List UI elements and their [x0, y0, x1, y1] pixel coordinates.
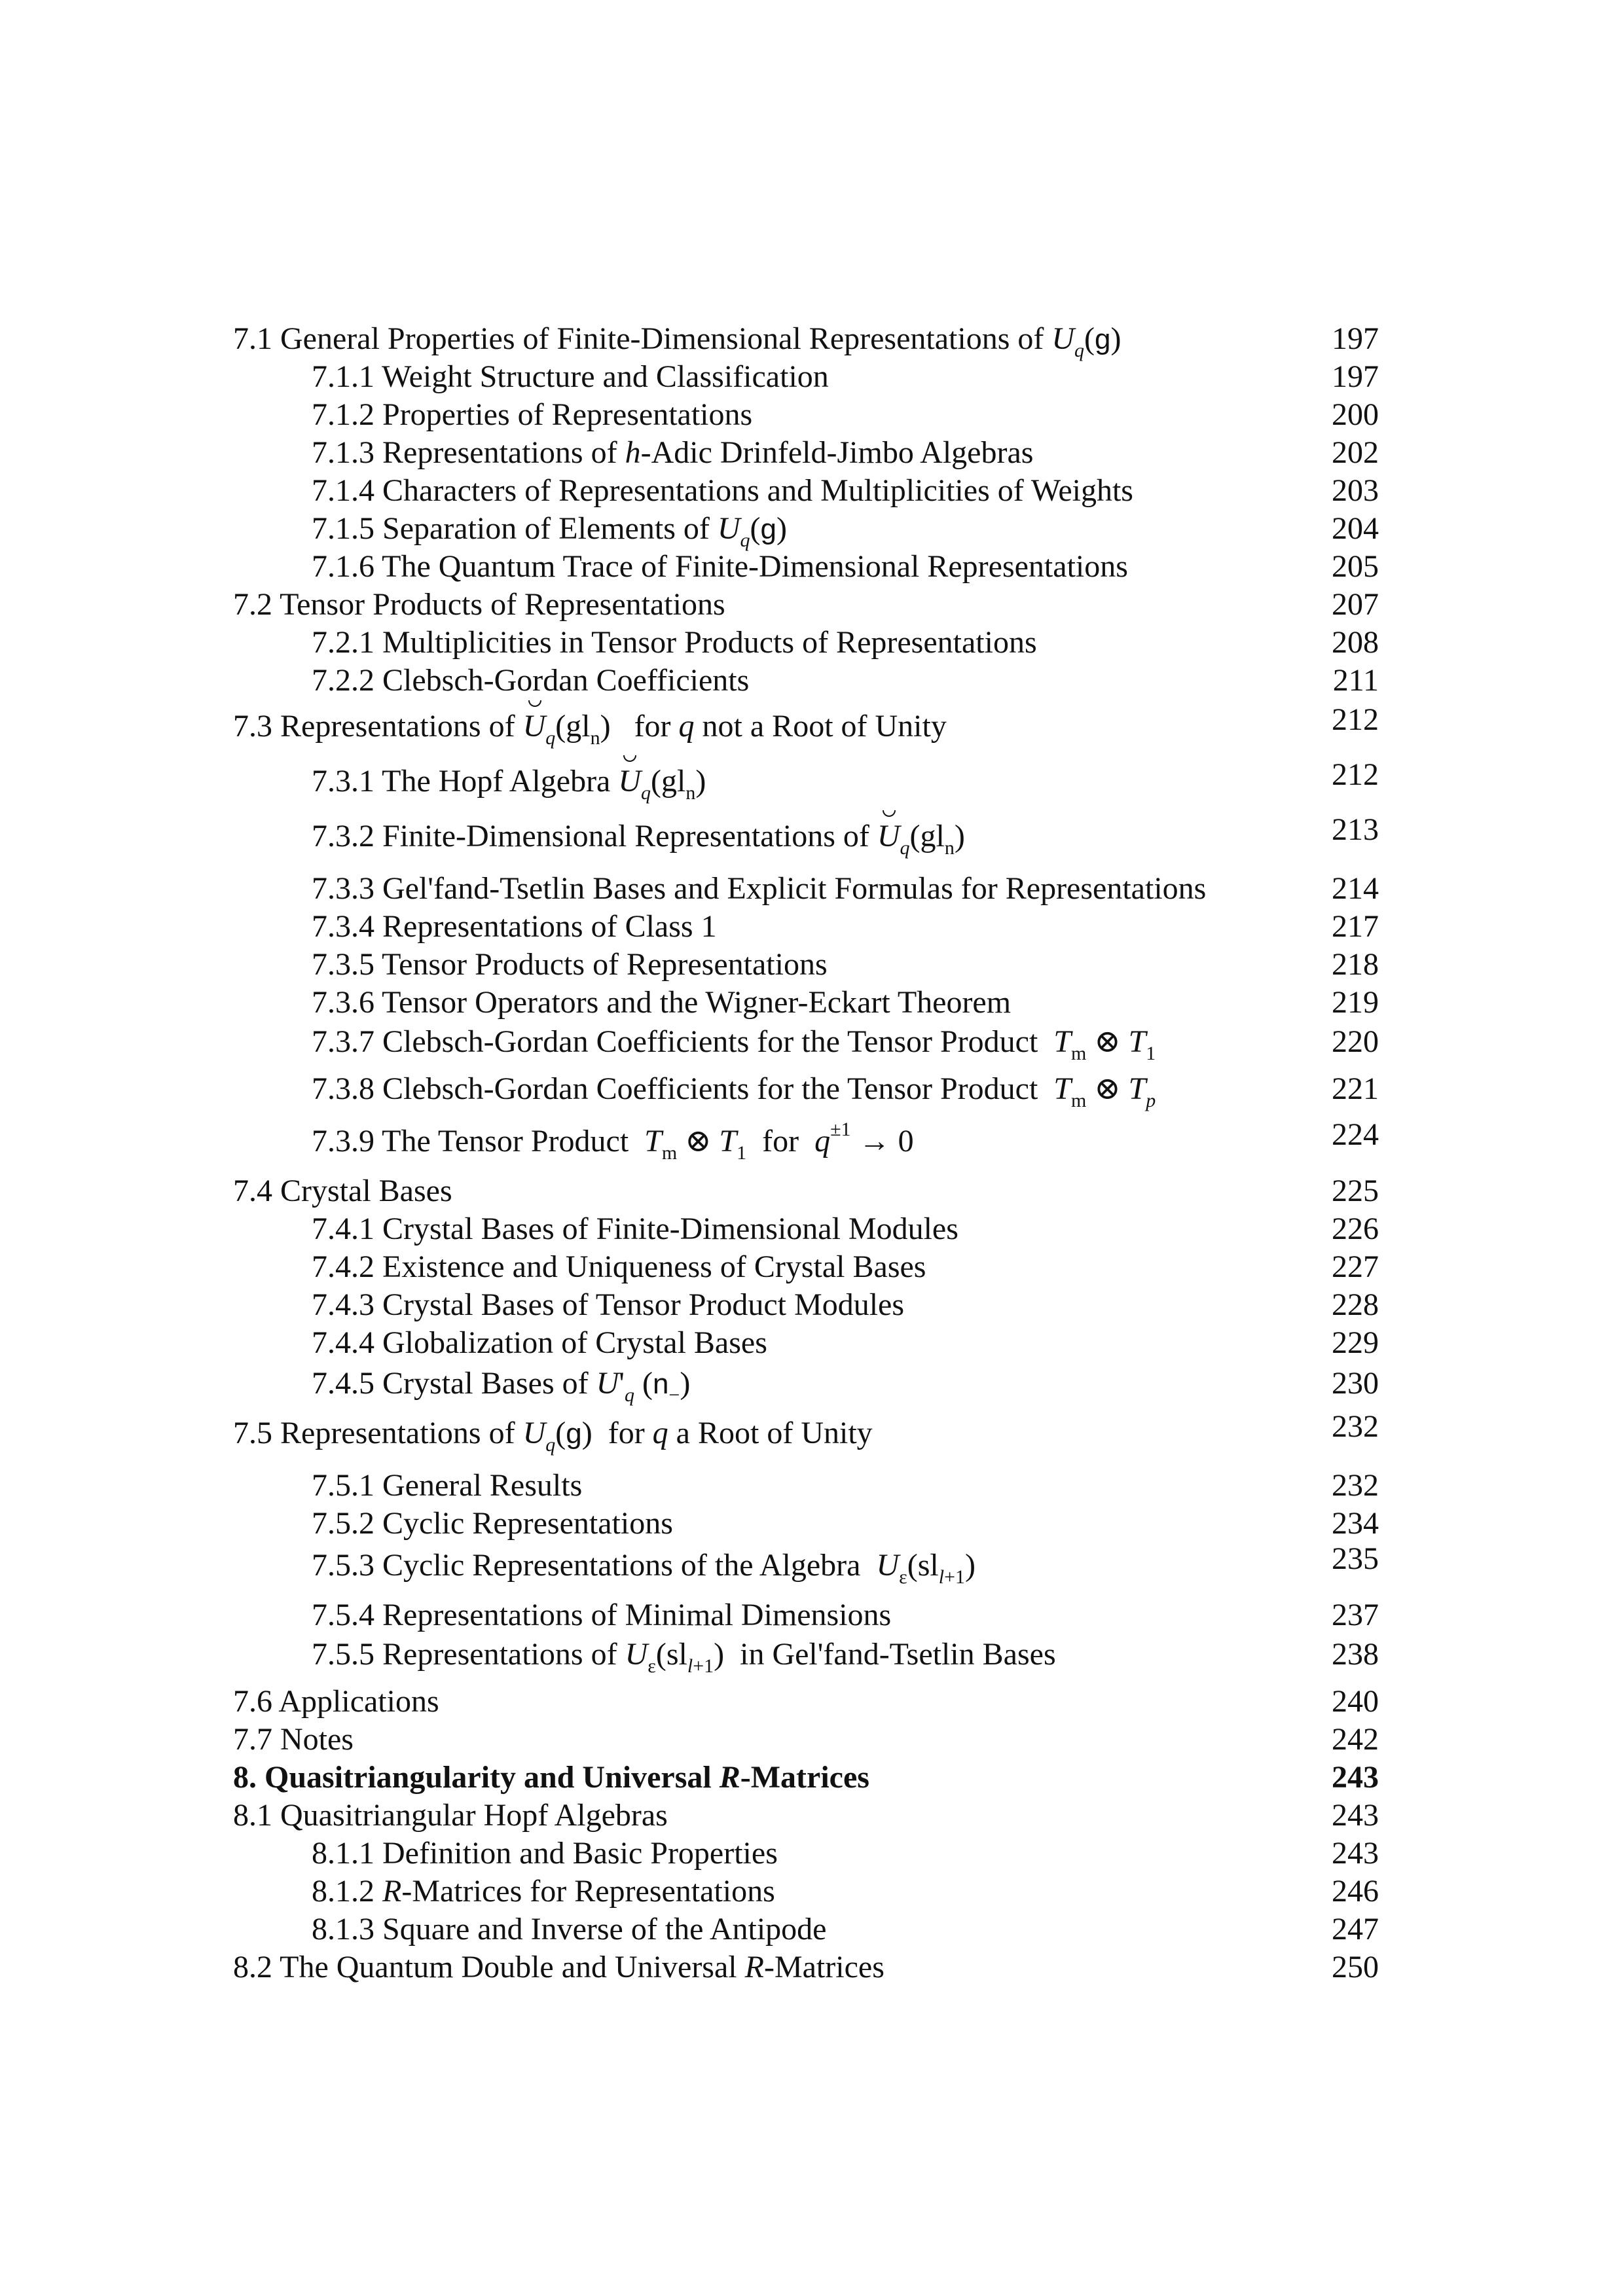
toc-entry-page: 218	[1332, 947, 1379, 982]
toc-entry-page: 212	[1332, 702, 1379, 737]
toc-entry-page: 197	[1332, 321, 1379, 356]
toc-entry-title: 8. Quasitriangularity and Universal R-Matrices	[233, 1760, 869, 1795]
toc-entry-page: 217	[1332, 909, 1379, 944]
toc-entry-page: 226	[1332, 1211, 1379, 1246]
toc-entry-page: 227	[1332, 1249, 1379, 1284]
toc-entry-title: 7.4.2 Existence and Uniqueness of Crystal Bases	[312, 1249, 926, 1284]
toc-entry-page: 197	[1332, 359, 1379, 394]
toc-entry-page: 243	[1332, 1798, 1379, 1833]
toc-entry-title: 7.2.2 Clebsch-Gordan Coefficients	[312, 663, 750, 698]
toc-entry-title: 7.5.3 Cyclic Representations of the Algebra $U_\varepsilon(sl_{l+1})$	[312, 1548, 976, 1588]
toc-entry-page: 225	[1332, 1174, 1379, 1208]
toc-entry-page: 214	[1332, 871, 1379, 906]
toc-entry-title: 7.3.3 Gel'fand-Tsetlin Bases and Explicit Formulas for Representations	[312, 871, 1207, 906]
toc-entry-title: 7.3 Representations of $U_q(gl_n)$ for q not a Root of Unity	[233, 709, 947, 749]
toc-entry-title: 8.1.1 Definition and Basic Properties	[312, 1836, 778, 1871]
toc-entry-title: 8.2 The Quantum Double and Universal R-Matrices	[233, 1950, 884, 1984]
toc-entry-title: 7.4 Crystal Bases	[233, 1174, 452, 1208]
toc-entry-title: 8.1.2 R-Matrices for Representations	[312, 1874, 775, 1909]
toc-entry-page: 221	[1332, 1071, 1379, 1106]
toc-entry-title: 7.5.2 Cyclic Representations	[312, 1506, 673, 1541]
toc-entry-page: 229	[1332, 1325, 1379, 1360]
toc-entry-page: 247	[1332, 1912, 1379, 1946]
toc-entry-title: 7.3.4 Representations of Class 1	[312, 909, 717, 944]
toc-entry-title: 8.1 Quasitriangular Hopf Algebras	[233, 1798, 668, 1833]
toc-entry-title: 7.4.3 Crystal Bases of Tensor Product Modules	[312, 1287, 905, 1322]
toc-entry-page: 202	[1332, 435, 1379, 470]
toc-entry-page: 240	[1332, 1684, 1379, 1719]
toc-entry-title: 7.3.2 Finite-Dimensional Representations of $U_q(gl_n)$	[312, 819, 965, 859]
toc-entry-title: 7.3.5 Tensor Products of Representations	[312, 947, 828, 982]
toc-entry-title: 7.1.2 Properties of Representations	[312, 397, 753, 432]
toc-entry-title: 7.3.6 Tensor Operators and the Wigner-Eckart Theorem	[312, 985, 1012, 1020]
toc-entry-title: 7.1.4 Characters of Representations and Multiplicities of Weights	[312, 473, 1133, 508]
toc-entry-page: 220	[1332, 1024, 1379, 1059]
toc-entry-page: 250	[1332, 1950, 1379, 1984]
toc-entry-title: 7.1.1 Weight Structure and Classification	[312, 359, 829, 394]
toc-entry-page: 232	[1332, 1468, 1379, 1503]
toc-entry-title: 7.1 General Properties of Finite-Dimensional Representations of $U_q(g)$	[233, 321, 1122, 361]
toc-entry-page: 234	[1332, 1506, 1379, 1541]
toc-entry-title: 7.5.4 Representations of Minimal Dimensions	[312, 1598, 892, 1632]
toc-entry-page: 211	[1332, 663, 1379, 698]
toc-entry-title: 7.1.3 Representations of h-Adic Drinfeld-Jimbo Algebras	[312, 435, 1034, 470]
toc-entry-title: 8.1.3 Square and Inverse of the Antipode	[312, 1912, 827, 1946]
toc-entry-page: 235	[1332, 1541, 1379, 1576]
toc-entry-title: 7.2.1 Multiplicities in Tensor Products of Representations	[312, 625, 1037, 660]
toc-entry-page: 219	[1332, 985, 1379, 1020]
toc-entry-page: 237	[1332, 1598, 1379, 1632]
toc-entry-page: 208	[1332, 625, 1379, 660]
toc-entry-page: 243	[1332, 1760, 1379, 1795]
toc-entry-page: 204	[1332, 511, 1379, 546]
toc-entry-title: 7.3.9 The Tensor Product $T_m$ ⊗ $T_1$ for $q^{\pm 1} \to 0$	[312, 1119, 914, 1164]
toc-entry-title: 7.6 Applications	[233, 1684, 439, 1719]
toc-entry-title: 7.4.1 Crystal Bases of Finite-Dimensional Modules	[312, 1211, 958, 1246]
toc-entry-title: 7.3.1 The Hopf Algebra $U_q(gl_n)$	[312, 764, 706, 804]
toc-entry-page: 213	[1332, 812, 1379, 847]
toc-entry-title: 7.5.5 Representations of $U_\varepsilon(sl_{l+1})$ in Gel'fand-Tsetlin Bases	[312, 1637, 1056, 1677]
toc-entry-page: 246	[1332, 1874, 1379, 1909]
toc-entry-title: 7.2 Tensor Products of Representations	[233, 587, 725, 622]
toc-entry-title: 7.3.7 Clebsch-Gordan Coefficients for the Tensor Product $T_m$ ⊗ $T_1$	[312, 1024, 1156, 1064]
toc-entry-page: 243	[1332, 1836, 1379, 1871]
toc-entry-page: 230	[1332, 1366, 1379, 1401]
toc-entry-page: 224	[1332, 1117, 1379, 1152]
toc-entry-title: 7.7 Notes	[233, 1722, 354, 1757]
toc-entry-title: 7.4.5 Crystal Bases of $U'_q$ $(n_-)$	[312, 1366, 691, 1406]
toc-entry-title: 7.3.8 Clebsch-Gordan Coefficients for the Tensor Product $T_m$ ⊗ $T_p$	[312, 1071, 1156, 1111]
toc-entry-title: 7.4.4 Globalization of Crystal Bases	[312, 1325, 767, 1360]
toc-entry-page: 207	[1332, 587, 1379, 622]
toc-entry-title: 7.5 Representations of $U_q(g)$ for q a Root of Unity	[233, 1416, 873, 1456]
toc-entry-page: 228	[1332, 1287, 1379, 1322]
toc-entry-page: 232	[1332, 1409, 1379, 1444]
toc-entry-page: 203	[1332, 473, 1379, 508]
toc-entry-page: 205	[1332, 549, 1379, 584]
toc-entry-title: 7.1.5 Separation of Elements of $U_q(g)$	[312, 511, 787, 551]
toc-entry-page: 238	[1332, 1637, 1379, 1672]
toc-entry-page: 200	[1332, 397, 1379, 432]
toc-entry-title: 7.5.1 General Results	[312, 1468, 583, 1503]
toc-entry-page: 242	[1332, 1722, 1379, 1757]
toc-entry-title: 7.1.6 The Quantum Trace of Finite-Dimensional Representations	[312, 549, 1128, 584]
toc-entry-page: 212	[1332, 757, 1379, 792]
